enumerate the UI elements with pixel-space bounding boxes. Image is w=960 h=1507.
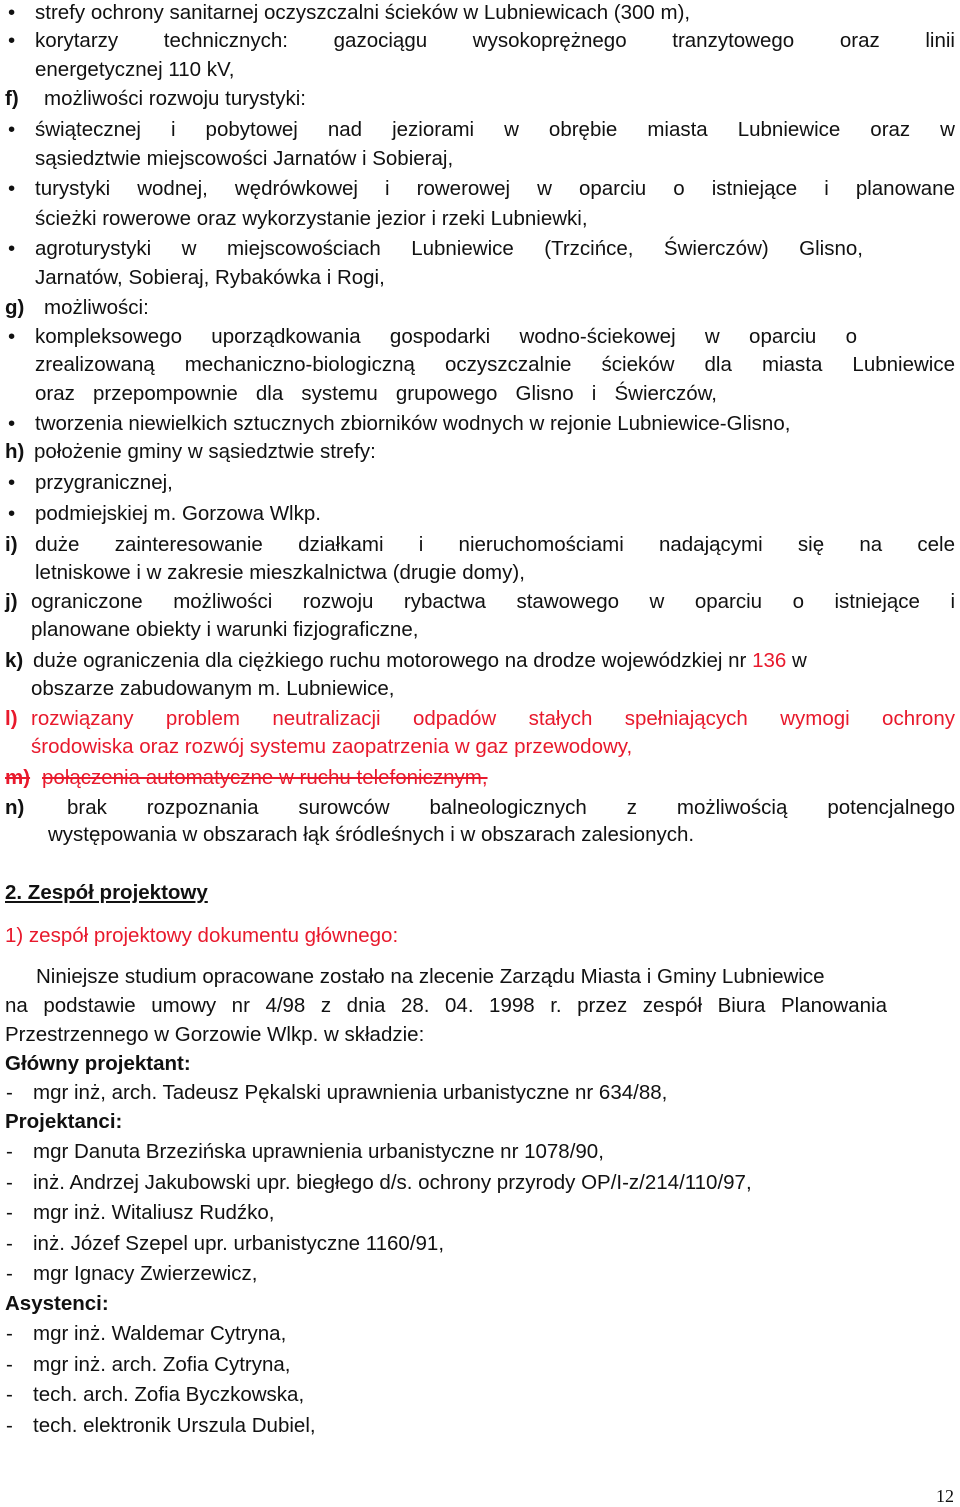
list-item: tworzenia niewielkich sztucznych zbiorników wodnych w rejonie Lubniewice-Glisno, [35,412,791,435]
item-text-i-continued: letniskowe i w zakresie mieszkalnictwa (drugie domy), [35,561,525,584]
list-item: świątecznej i pobytowej nad jeziorami w obrębie miasta Lubniewice oraz w [35,118,955,141]
assistant-item: tech. arch. Zofia Byczkowska, [33,1383,305,1406]
chief-designer: mgr inż, arch. Tadeusz Pękalski uprawnienia urbanistyczne nr 634/88, [33,1081,668,1104]
item-text-n: brak rozpoznania surowców balneologicznych z możliwością potencjalnego [67,796,955,819]
assistant-item: tech. elektronik Urszula Dubiel, [33,1414,316,1437]
list-item-continued: sąsiedztwie miejscowości Jarnatów i Sobieraj, [35,147,454,170]
list-item-continued: Jarnatów, Sobieraj, Rybakówka i Rogi, [35,266,385,289]
list-item-continued: oraz przepompownie dla systemu grupowego Glisno i Świerczów, [35,382,717,405]
bullet: • [8,1,16,24]
paragraph-line: Przestrzennego w Gorzowie Wlkp. w składzie: [5,1023,425,1046]
item-label-h: h) [5,440,25,463]
bullet: • [8,118,16,141]
dash: - [6,1140,13,1163]
item-label-i: i) [5,533,18,556]
list-item-continued: energetycznej 110 kV, [35,58,235,81]
dash: - [6,1322,13,1345]
item-text-j: ograniczone możliwości rozwoju rybactwa stawowego w oparciu o istniejące i [31,590,955,613]
dash: - [6,1171,13,1194]
item-text-n-continued: występowania w obszarach łąk śródleśnych i w obszarach zalesionych. [48,823,695,846]
list-item: podmiejskiej m. Gorzowa Wlkp. [35,502,321,525]
list-item: korytarzy technicznych: gazociągu wysokoprężnego tranzytowego oraz linii [35,29,955,52]
item-text-m: połączenia automatyczne w ruchu telefonicznym, [42,766,488,789]
item-text-k-b: w [786,649,807,672]
bullet: • [8,29,16,52]
assistant-item: mgr inż. Waldemar Cytryna, [33,1322,287,1345]
designer-item: mgr inż. Witaliusz Rudźko, [33,1201,275,1224]
item-text-l: rozwiązany problem neutralizacji odpadów stałych spełniających wymogi ochrony [31,707,955,730]
list-item: przygranicznej, [35,471,173,494]
chief-designer-label: Główny projektant: [5,1052,191,1075]
dash: - [6,1414,13,1437]
item-text-k [33,648,955,674]
item-text-i: duże zainteresowanie działkami i nieruchomościami nadającymi się na cele [35,533,955,556]
designer-item: inż. Andrzej Jakubowski upr. biegłego d/s. ochrony przyrody OP/I-z/214/110/97, [33,1171,752,1194]
item-label-m: m) [5,766,31,789]
paragraph-line: Niniejsze studium opracowane zostało na zlecenie Zarządu Miasta i Gminy Lubniewice [36,965,825,988]
subsection-heading: 1) zespół projektowy dokumentu głównego: [5,924,399,947]
designers-label: Projektanci: [5,1110,123,1133]
item-label-f: f) [5,87,19,110]
dash: - [6,1081,13,1104]
dash: - [6,1262,13,1285]
list-item: strefy ochrony sanitarnej oczyszczalni ścieków w Lubniewicach (300 m), [35,1,691,24]
assistant-item: mgr inż. arch. Zofia Cytryna, [33,1353,291,1376]
item-text-l-continued: środowiska oraz rozwój systemu zaopatrzenia w gaz przewodowy, [31,735,633,758]
item-label-j: j) [5,590,18,613]
bullet: • [8,412,16,435]
bullet: • [8,502,16,525]
list-item-continued: ścieżki rowerowe oraz wykorzystanie jezior i rzeki Lubniewki, [35,207,588,230]
item-text-h: położenie gminy w sąsiedztwie strefy: [34,440,376,463]
bullet: • [8,471,16,494]
section-heading: 2. Zespół projektowy [5,881,208,904]
item-label-g: g) [5,296,25,319]
dash: - [6,1383,13,1406]
list-item-continued: zrealizowaną mechaniczno-biologiczną oczyszczalnie ścieków dla miasta Lubniewice [35,353,955,376]
designer-item: inż. Józef Szepel upr. urbanistyczne 1160/91, [33,1232,445,1255]
bullet: • [8,325,16,348]
designer-item: mgr Danuta Brzezińska uprawnienia urbanistyczne nr 1078/90, [33,1140,604,1163]
item-label-n: n) [5,796,25,819]
dash: - [6,1201,13,1224]
dash: - [6,1353,13,1376]
designer-item: mgr Ignacy Zwierzewicz, [33,1262,258,1285]
dash: - [6,1232,13,1255]
item-text-k-a: duże ograniczenia dla ciężkiego ruchu motorowego na drodze wojewódzkiej nr [33,649,753,672]
item-text-k-continued: obszarze zabudowanym m. Lubniewice, [31,677,395,700]
road-number: 136 [752,649,787,672]
item-text-g: możliwości: [44,296,149,319]
bullet: • [8,237,16,260]
bullet: • [8,177,16,200]
item-label-l: l) [5,707,18,730]
list-item: agroturystyki w miejscowościach Lubniewice (Trzcińce, Świerczów) Glisno, [35,237,863,260]
list-item: turystyki wodnej, wędrówkowej i rowerowej w oparciu o istniejące i planowane [35,177,955,200]
page-number: 12 [936,1486,954,1506]
item-text-f: możliwości rozwoju turystyki: [44,87,306,110]
list-item: kompleksowego uporządkowania gospodarki wodno-ściekowej w oparciu o [35,325,857,348]
item-label-k: k) [5,649,24,672]
paragraph-line: na podstawie umowy nr 4/98 z dnia 28. 04. 1998 r. przez zespół Biura Planowania [5,994,887,1017]
item-text-j-continued: planowane obiekty i warunki fizjograficzne, [31,618,419,641]
assistants-label: Asystenci: [5,1292,109,1315]
